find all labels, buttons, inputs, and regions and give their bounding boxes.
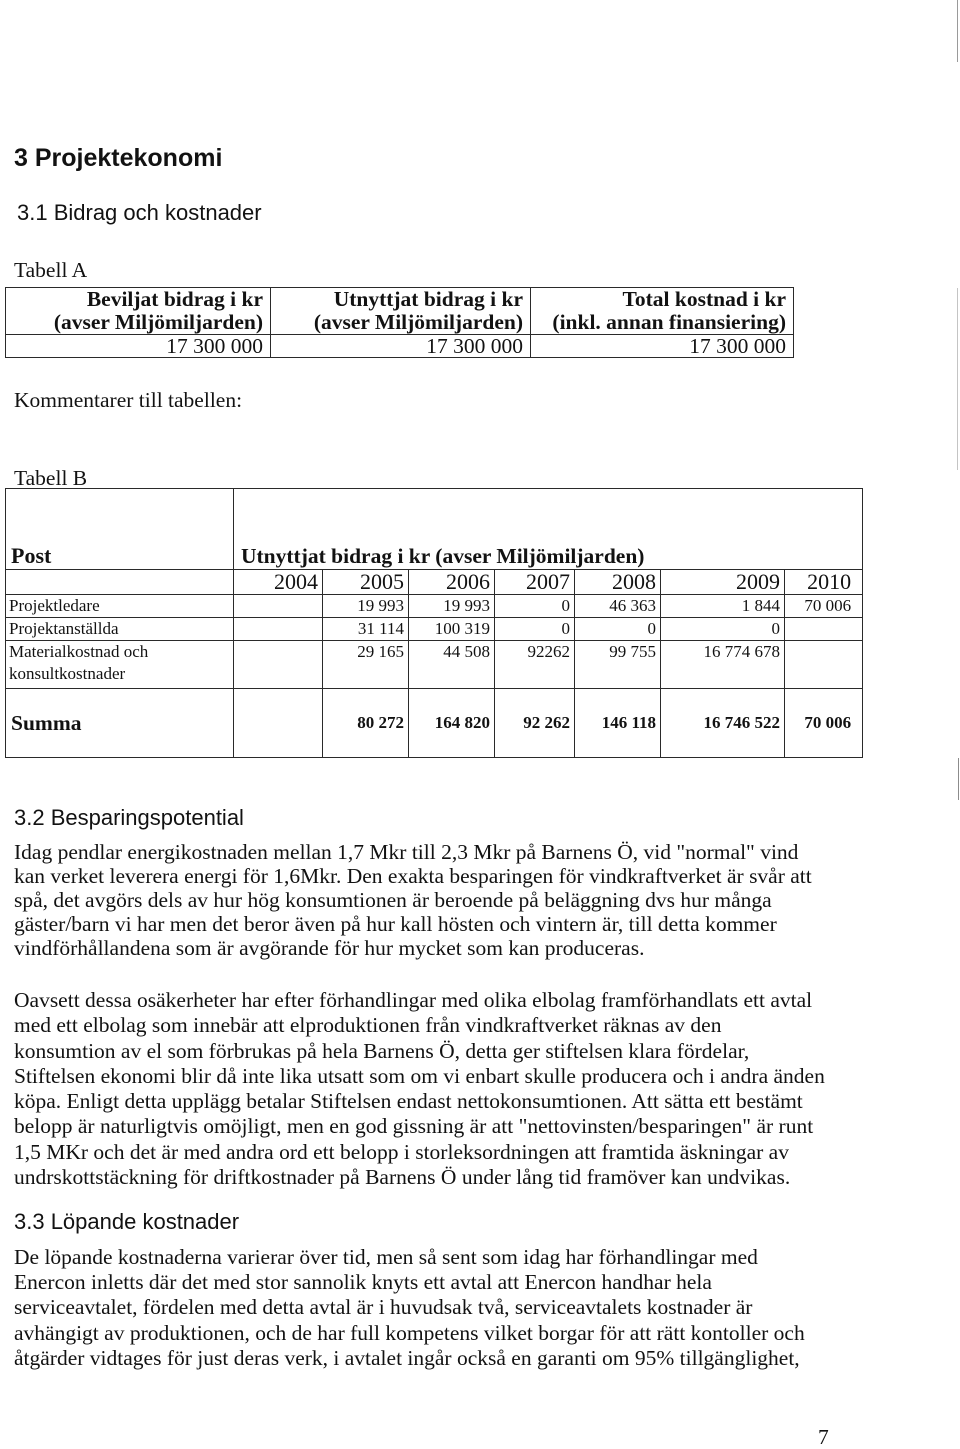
paragraph-line: kan verket leverera energi för 1,6Mkr. Den exakta besparingen för vindkraftverket är svår att bbox=[14, 864, 812, 888]
amount-cell: 17 300 000 bbox=[271, 335, 531, 358]
paragraph-line: köpa. Enligt detta upplägg betalar Stiftelsen endast nettokonsumtionen. Att sätta ett bestämt bbox=[14, 1089, 803, 1114]
post-header: Post bbox=[6, 489, 234, 570]
table-caption: Tabell A bbox=[14, 258, 88, 282]
table-header-cell bbox=[531, 288, 794, 335]
row-label-line: Projektanställda bbox=[9, 619, 119, 638]
amount-cell: 17 300 000 bbox=[531, 335, 794, 358]
value-cell-2005: 31 114 bbox=[323, 618, 409, 641]
year-cell: 2010 bbox=[785, 570, 863, 595]
row-label-line: Materialkostnad och bbox=[9, 642, 149, 661]
value-cell-2010: 70 006 bbox=[785, 595, 863, 618]
summa-label: Summa bbox=[6, 689, 234, 758]
paragraph-line: gäster/barn vi har men det beror även på hur kall hösten och vintern är, till detta kommer bbox=[14, 912, 777, 936]
value-cell-2007: 0 bbox=[495, 618, 575, 641]
value-cell-2010 bbox=[785, 618, 863, 641]
table-header-cell bbox=[271, 288, 531, 335]
sum-cell-2007: 92 262 bbox=[495, 689, 575, 758]
row-label bbox=[6, 618, 234, 641]
paragraph-line: De löpande kostnaderna varierar över tid, men så sent som idag har förhandlingar med bbox=[14, 1245, 758, 1269]
table-row-summa bbox=[6, 689, 863, 758]
value-cell-2007: 0 bbox=[495, 595, 575, 618]
paragraph bbox=[14, 1245, 805, 1371]
value-cell-2008: 0 bbox=[575, 618, 661, 641]
value-cell-2009: 0 bbox=[661, 618, 785, 641]
value-cell-2006: 19 993 bbox=[409, 595, 495, 618]
paragraph-line: undrskottstäckning för driftkostnader på Barnens Ö under lång tid framöver kan undvikas. bbox=[14, 1165, 791, 1190]
paragraph-line: vindförhållandena som är avgörande för hur mycket som kan produceras. bbox=[14, 936, 645, 960]
sum-cell-2008: 146 118 bbox=[575, 689, 661, 758]
section-title: 3.2 Besparingspotential bbox=[14, 805, 244, 830]
value-cell-2009: 1 844 bbox=[661, 595, 785, 618]
row-label-line: konsultkostnader bbox=[9, 664, 126, 683]
paragraph-line: spå, det avgörs dels av hur hög konsumtionen är beroende på beläggning dvs hur många bbox=[14, 888, 772, 912]
section-title: 3.1 Bidrag och kostnader bbox=[17, 200, 262, 225]
page-number: 7 bbox=[818, 1425, 829, 1449]
amount-cell: 17 300 000 bbox=[6, 335, 271, 358]
row-label-line: Projektledare bbox=[9, 596, 100, 615]
sum-cell-2010: 70 006 bbox=[785, 689, 863, 758]
paragraph-line: åtgärder vidtages för just deras verk, i avtalet ingår också en garanti om 95% tillgänglighet, bbox=[14, 1345, 800, 1370]
scan-edge-line bbox=[957, 288, 958, 470]
value-cell-2008: 46 363 bbox=[575, 595, 661, 618]
paragraph-line: 1,5 MKr och det är med andra ord ett belopp i storleksordningen att framtida äskningar av bbox=[14, 1139, 789, 1164]
value-cell-2007: 92262 bbox=[495, 641, 575, 689]
table-row-projektanstallda bbox=[6, 618, 863, 641]
paragraph-line: konsumtion av el som förbrukas på hela Barnens Ö, detta ger stiftelsen klara fördelar, bbox=[14, 1038, 750, 1063]
paragraph bbox=[14, 840, 812, 960]
value-cell-2006: 100 319 bbox=[409, 618, 495, 641]
scan-edge-line bbox=[957, 0, 958, 62]
table-header-row bbox=[6, 489, 863, 570]
row-label bbox=[6, 641, 234, 689]
table-header-cell bbox=[6, 288, 271, 335]
value-cell-2004 bbox=[234, 595, 323, 618]
year-cell: 2004 bbox=[234, 570, 323, 595]
table-row-projektledare bbox=[6, 595, 863, 618]
table-header-row bbox=[6, 288, 794, 335]
header-line: (inkl. annan finansiering) bbox=[552, 310, 786, 334]
paragraph-line: Stiftelsen ekonomi blir då inte lika utsatt som om vi enbart skulle producera och i andra änden bbox=[14, 1063, 825, 1088]
value-cell-2009: 16 774 678 bbox=[661, 641, 785, 689]
row-label bbox=[6, 595, 234, 618]
table-row-materialkostnad bbox=[6, 641, 863, 689]
value-cell-2006: 44 508 bbox=[409, 641, 495, 689]
paragraph-line: Idag pendlar energikostnaden mellan 1,7 Mkr till 2,3 Mkr på Barnens Ö, vid "normal" vind bbox=[14, 840, 799, 864]
group-header: Utnyttjat bidrag i kr (avser Miljömiljarden) bbox=[234, 489, 863, 570]
scan-edge-line bbox=[958, 758, 959, 800]
table-row bbox=[6, 335, 794, 358]
paragraph-line: Enercon inletts där det med stor sannolik knyts ett avtal att Enercon handhar hela bbox=[14, 1270, 712, 1295]
header-line: (avser Miljömiljarden) bbox=[313, 310, 523, 334]
sum-cell-2005: 80 272 bbox=[323, 689, 409, 758]
table-b bbox=[5, 488, 863, 758]
empty-cell bbox=[6, 570, 234, 595]
paragraph-line: med ett elbolag som innebär att elproduktionen från vindkraftverket räknas av den bbox=[14, 1013, 722, 1038]
paragraph-line: serviceavtalet, fördelen med detta avtal är i huvudsak två, serviceavtalets kostnader är bbox=[14, 1295, 753, 1320]
year-cell: 2009 bbox=[661, 570, 785, 595]
value-cell-2008: 99 755 bbox=[575, 641, 661, 689]
year-cell: 2005 bbox=[323, 570, 409, 595]
sum-cell-2009: 16 746 522 bbox=[661, 689, 785, 758]
value-cell-2005: 29 165 bbox=[323, 641, 409, 689]
year-cell: 2008 bbox=[575, 570, 661, 595]
year-cell: 2007 bbox=[495, 570, 575, 595]
header-line: Beviljat bidrag i kr bbox=[86, 287, 263, 311]
paragraph bbox=[14, 988, 825, 1190]
table-a bbox=[5, 287, 794, 358]
header-line: Total kostnad i kr bbox=[622, 287, 786, 311]
header-line: (avser Miljömiljarden) bbox=[53, 310, 263, 334]
value-cell-2005: 19 993 bbox=[323, 595, 409, 618]
section-title: 3.3 Löpande kostnader bbox=[14, 1209, 240, 1234]
value-cell-2004 bbox=[234, 641, 323, 689]
year-row bbox=[6, 570, 863, 595]
year-cell: 2006 bbox=[409, 570, 495, 595]
header-line: Utnyttjat bidrag i kr bbox=[333, 287, 523, 311]
table-caption: Tabell B bbox=[14, 466, 88, 490]
paragraph-line: Oavsett dessa osäkerheter har efter förhandlingar med olika elbolag framförhandlats ett avtal bbox=[14, 988, 813, 1012]
value-cell-2010 bbox=[785, 641, 863, 689]
value-cell-2004 bbox=[234, 618, 323, 641]
sum-cell-2006: 164 820 bbox=[409, 689, 495, 758]
paragraph-line: belopp är naturligtvis omöjligt, men en god gissning är att "nettovinsten/besparingen" är runt bbox=[14, 1114, 814, 1139]
chapter-title: 3 Projektekonomi bbox=[14, 144, 223, 172]
sum-cell-2004 bbox=[234, 689, 323, 758]
paragraph-line: avhängigt av produktionen, och de har full kompetens vilket borgar för att rätt kontoller och bbox=[14, 1320, 805, 1345]
comments-label: Kommentarer till tabellen: bbox=[14, 388, 243, 412]
